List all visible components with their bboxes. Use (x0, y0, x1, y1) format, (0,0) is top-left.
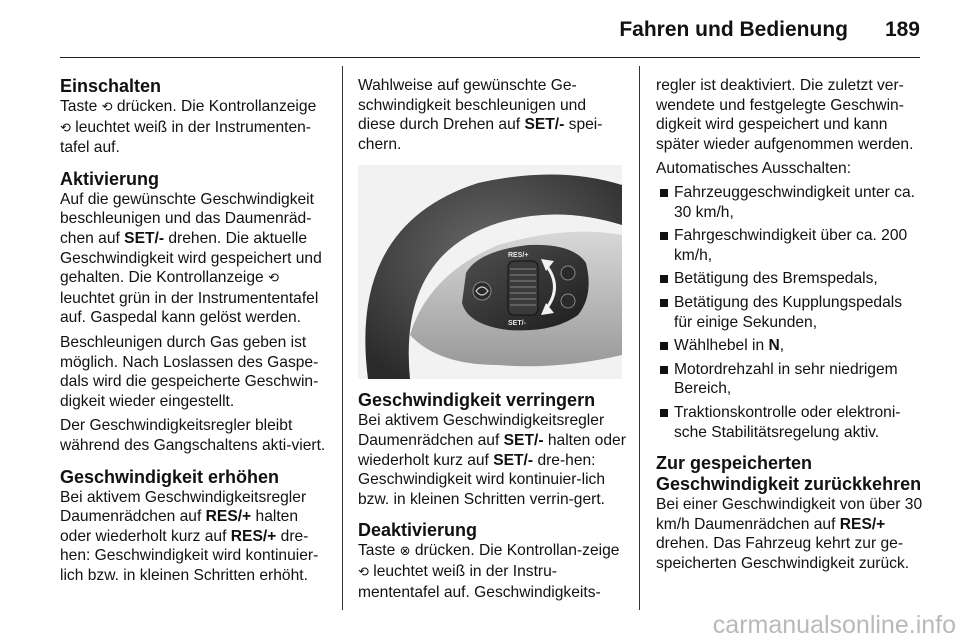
list-item: Betätigung des Kupplungspedals für einige Sekunden, (656, 293, 924, 332)
cruise-control-icon: ⟲ (268, 271, 279, 287)
page-header (0, 0, 960, 62)
label-res: RES/+ (508, 252, 529, 260)
paragraph: Automatisches Ausschalten: (656, 160, 852, 178)
heading-erhoehen: Geschwindigkeit erhöhen (60, 466, 280, 487)
cruise-cancel-icon: ⊗ (399, 544, 411, 560)
header-rule (60, 57, 920, 58)
column-2 (358, 76, 626, 602)
bullet-icon (660, 189, 668, 197)
watermark: carmanualsonline.info (712, 611, 956, 639)
column-1 (60, 76, 330, 585)
list-item: Fahrgeschwindigkeit über ca. 200 km/h, (656, 226, 924, 265)
paragraph: Bei einer Geschwindigkeit von über 30 km/h Daumenrädchen auf RES/+ drehen. Das Fahrzeug kehrt zur ge-speicherten Geschwindigkeit zurück. (656, 496, 923, 572)
heading-verringern: Geschwindigkeit verringern (358, 390, 596, 411)
section-title: Fahren und Bedienung (619, 18, 848, 41)
steering-wheel-illustration (358, 165, 622, 379)
paragraph: Taste ⊗ drücken. Die Kontrollan-zeige ⟲ leuchtet weiß in der Instru-mententafel auf. Geschwindigkeits- (358, 542, 620, 601)
bullet-icon (660, 275, 668, 283)
paragraph: Taste ⟲ drücken. Die Kontrollanzeige ⟲ leuchtet weiß in der Instrumenten-tafel auf. (60, 98, 317, 157)
column-divider (342, 66, 343, 610)
heading-zurueckkehren: Zur gespeicherten Geschwindigkeit zurückkehren (656, 453, 922, 495)
bullet-icon (660, 342, 668, 350)
heading-einschalten: Einschalten (60, 76, 162, 96)
paragraph: regler ist deaktiviert. Die zuletzt ver-wendete und festgelegte Geschwin-digkeit wird gespeichert und kann später wieder aufgenommen werden. (656, 77, 914, 153)
bullet-icon (660, 366, 668, 374)
list-item: Wählhebel in N, (656, 336, 924, 356)
column-divider (639, 66, 640, 610)
cruise-control-icon: ⟲ (358, 564, 369, 580)
bullet-icon (660, 299, 668, 307)
cruise-control-icon: ⟲ (60, 120, 71, 136)
paragraph: Bei aktivem Geschwindigkeitsregler Daumenrädchen auf RES/+ halten oder wiederholt kurz auf RES/+ dre-hen: Geschwindigkeit wird kontinuier-lich bzw. in kleinen Schritten erhöht. (60, 488, 319, 584)
paragraph: Bei aktivem Geschwindigkeitsregler Daumenrädchen auf SET/- halten oder wiederholt kurz auf SET/- dre-hen: Geschwindigkeit wird kontinuier-lich bzw. in kleinen Schritten verrin-gert. (358, 412, 626, 508)
limiter-button (561, 294, 575, 308)
paragraph: Auf die gewünschte Geschwindigkeit beschleunigen und das Daumenräd-chen auf SET/- drehen. Die aktuelle Geschwindigkeit wird gespeichert und gehalten. Die Kontrollanzeige ⟲ leuchtet grün in der Instrumententafel auf. Gaspedal kann gelöst werden. (60, 190, 322, 327)
auto-off-list (656, 183, 924, 442)
list-item: Traktionskontrolle oder elektroni-sche Stabilitätsregelung aktiv. (656, 403, 924, 442)
bullet-icon (660, 409, 668, 417)
paragraph: Der Geschwindigkeitsregler bleibt während des Gangschaltens akti-viert. (60, 417, 326, 454)
steering-wheel-figure (358, 165, 622, 379)
bullet-icon (660, 232, 668, 240)
page-number: 189 (884, 18, 920, 41)
heading-deaktivierung: Deaktivierung (358, 520, 478, 541)
column-3 (656, 76, 924, 573)
list-item: Fahrzeuggeschwindigkeit unter ca. 30 km/h, (656, 183, 924, 222)
cruise-control-icon: ⟲ (101, 100, 113, 115)
paragraph: Wahlweise auf gewünschte Ge-schwindigkeit beschleunigen und diese durch Drehen auf SET/- spei-chern. (358, 77, 603, 153)
heading-aktivierung: Aktivierung (60, 168, 160, 189)
paragraph: Beschleunigen durch Gas geben ist möglich. Nach Loslassen des Gaspe-dals wird die gespeicherte Geschwin-digkeit wieder eingestellt. (60, 333, 319, 410)
label-set: SET/- (508, 320, 526, 328)
cruise-button (561, 266, 575, 280)
list-item: Betätigung des Bremspedals, (656, 269, 924, 289)
list-item: Motordrehzahl in sehr niedrigem Bereich, (656, 360, 924, 399)
